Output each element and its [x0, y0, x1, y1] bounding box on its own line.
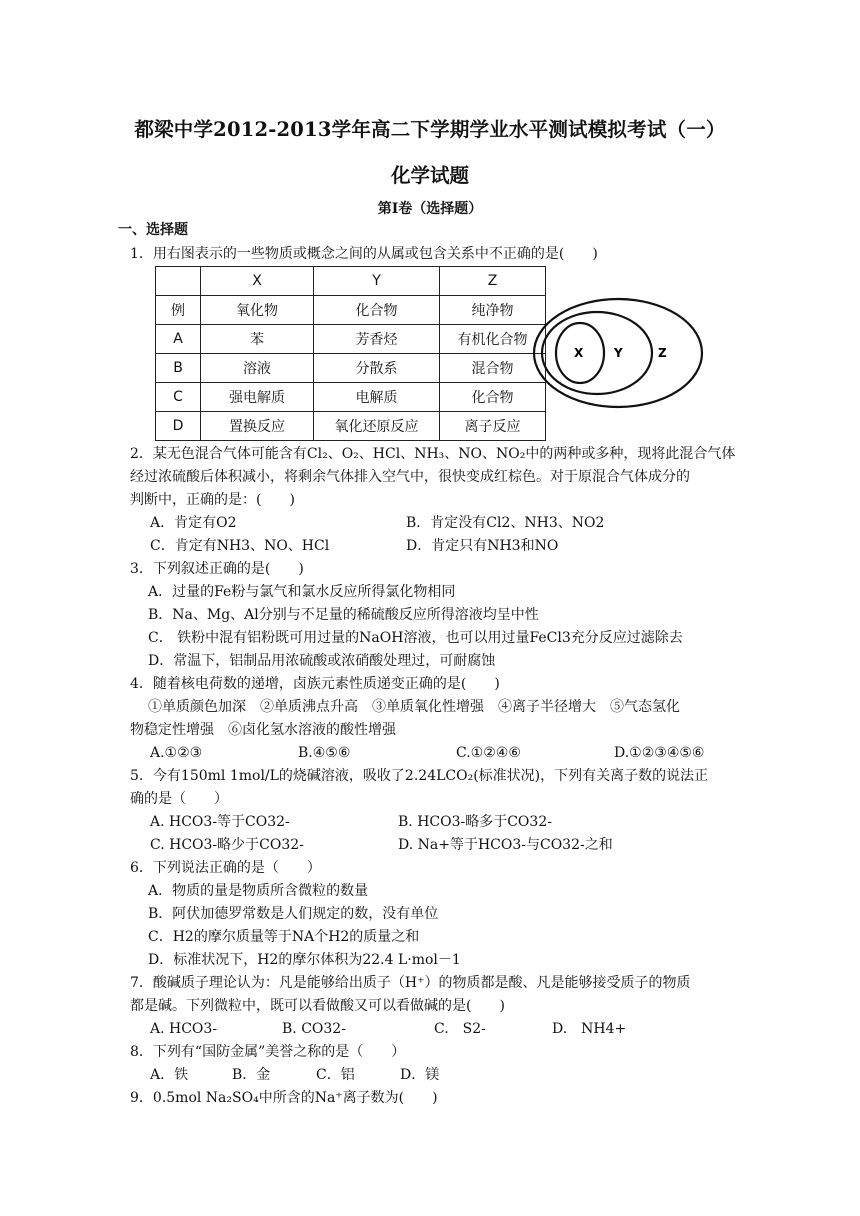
question-3-option-a: A．过量的Fe粉与氯气和氯水反应所得氯化物相同 [148, 584, 456, 600]
question-8-option-d: D．镁 [400, 1067, 440, 1083]
question-6-option-b: B．阿伏加德罗常数是人们规定的数，没有单位 [148, 906, 439, 922]
question-2-option-c: C．肯定有NH3、NO、HCl [150, 538, 330, 554]
table-cell: 化合物 [440, 383, 546, 412]
venn-label-z: Z [658, 346, 667, 360]
exam-subtitle: 化学试题 [390, 164, 469, 187]
table-cell: 化合物 [314, 296, 440, 325]
table-row [156, 412, 546, 441]
question-6-option-d: D．标准状况下，H2的摩尔体积为22.4 L·mol－1 [148, 952, 461, 968]
question-9-stem: 9．0.5mol Na₂SO₄中所含的Na⁺离子数为( ) [130, 1090, 438, 1106]
table-cell: 离子反应 [440, 412, 546, 441]
question-8-option-c: C．铝 [316, 1067, 355, 1083]
question-7-option-d: D. NH4+ [552, 1021, 627, 1037]
table-cell: 混合物 [440, 354, 546, 383]
table-cell: D [156, 412, 201, 441]
table-cell: 芳香烃 [314, 325, 440, 354]
question-2-option-a: A．肯定有O2 [150, 515, 237, 531]
table-cell: 电解质 [314, 383, 440, 412]
table-cell: B [156, 354, 201, 383]
question-3-option-c: C． 铁粉中混有铝粉既可用过量的NaOH溶液，也可以用过量FeCl3充分反应过滤除去 [148, 630, 683, 646]
question-3-option-d: D．常温下，铝制品用浓硫酸或浓硝酸处理过，可耐腐蚀 [148, 653, 496, 669]
question-2-option-d: D．肯定只有NH3和NO [406, 538, 559, 554]
table-row [156, 325, 546, 354]
table-cell: 例 [156, 296, 201, 325]
question-5-line-2: 确的是（ ） [130, 791, 228, 807]
question-2-line-3: 判断中，正确的是：( ) [130, 492, 295, 508]
venn-middle-ellipse-y [542, 312, 652, 394]
question-7-option-c: C. S2- [434, 1021, 486, 1037]
question-2-line-1: 2．某无色混合气体可能含有Cl₂、O₂、HCl、NH₃、NO、NO₂中的两种或多种，现将此混合气体 [130, 446, 736, 462]
question-5-line-1: 5．今有150ml 1mol/L的烧碱溶液，吸收了2.24LCO₂(标准状况)，下列有关离子数的说法正 [130, 768, 709, 784]
question-6-option-c: C．H2的摩尔质量等于NA个H2的质量之和 [148, 929, 420, 945]
table-cell: 氧化物 [201, 296, 314, 325]
table-cell: 分散系 [314, 354, 440, 383]
question-8-option-b: B．金 [232, 1067, 271, 1083]
question-3-option-b: B．Na、Mg、Al分别与不足量的稀硫酸反应所得溶液均呈中性 [148, 607, 539, 623]
question-6-stem: 6．下列说法正确的是（ ） [130, 860, 321, 876]
question-4-option-b: B.④⑤⑥ [298, 745, 351, 761]
table-cell: 强电解质 [201, 383, 314, 412]
table-row [156, 296, 546, 325]
question-5-option-d: D. Na+等于HCO3-与CO32-之和 [398, 837, 613, 853]
table-cell: Y [314, 267, 440, 296]
volume-heading: 第Ⅰ卷（选择题） [377, 201, 483, 217]
table-cell: 苯 [201, 325, 314, 354]
question-4-option-a: A.①②③ [150, 745, 203, 761]
table-cell: X [201, 267, 314, 296]
table-row [156, 383, 546, 412]
question-4-line-2: 物稳定性增强 ⑥卤化氢水溶液的酸性增强 [130, 722, 396, 738]
question-4-option-c: C.①②④⑥ [456, 745, 521, 761]
question-1-stem: 1．用右图表示的一些物质或概念之间的从属或包含关系中不正确的是( ) [130, 246, 598, 262]
question-7-line-1: 7．酸碱质子理论认为：凡是能够给出质子（H⁺）的物质都是酸、凡是能够接受质子的物质 [130, 975, 691, 991]
question-8-option-a: A．铁 [150, 1067, 189, 1083]
question-8-stem: 8．下列有“国防金属”美誉之称的是（ ） [130, 1044, 406, 1060]
question-7-option-b: B. CO32- [282, 1021, 346, 1037]
table-cell: 氧化还原反应 [314, 412, 440, 441]
table-cell: 纯净物 [440, 296, 546, 325]
venn-label-y: Y [614, 346, 623, 360]
question-4-option-d: D.①②③④⑤⑥ [614, 745, 705, 761]
venn-label-x: X [574, 346, 584, 360]
question-4-stem: 4．随着核电荷数的递增，卤族元素性质递变正确的是( ) [130, 676, 500, 692]
table-cell: 有机化合物 [440, 325, 546, 354]
table-cell: C [156, 383, 201, 412]
table-header-row [156, 267, 546, 296]
table-cell: 溶液 [201, 354, 314, 383]
section-heading: 一、选择题 [118, 222, 188, 238]
table-cell [156, 267, 201, 296]
venn-diagram [530, 292, 720, 414]
exam-title: 都梁中学2012-2013学年高二下学期学业水平测试模拟考试（一） [134, 118, 726, 141]
question-5-option-c: C. HCO3-略少于CO32- [150, 837, 304, 853]
question-7-option-a: A. HCO3- [150, 1021, 218, 1037]
question-6-option-a: A．物质的量是物质所含微粒的数量 [148, 883, 369, 899]
question-2-option-b: B．肯定没有Cl2、NH3、NO2 [406, 515, 605, 531]
question-1-table [155, 266, 546, 441]
table-cell: 置换反应 [201, 412, 314, 441]
question-3-stem: 3．下列叙述正确的是( ) [130, 561, 304, 577]
table-cell: A [156, 325, 201, 354]
question-5-option-a: A. HCO3-等于CO32- [150, 814, 290, 830]
question-5-option-b: B. HCO3-略多于CO32- [398, 814, 552, 830]
question-4-line-1: ①单质颜色加深 ②单质沸点升高 ③单质氧化性增强 ④离子半径增大 ⑤气态氢化 [148, 699, 680, 715]
question-7-line-2: 都是碱。下列微粒中，既可以看做酸又可以看做碱的是( ) [130, 998, 505, 1014]
table-row [156, 354, 546, 383]
question-2-line-2: 经过浓硫酸后体积减小，将剩余气体排入空气中，很快变成红棕色。对于原混合气体成分的 [130, 469, 690, 485]
table-cell: Z [440, 267, 546, 296]
